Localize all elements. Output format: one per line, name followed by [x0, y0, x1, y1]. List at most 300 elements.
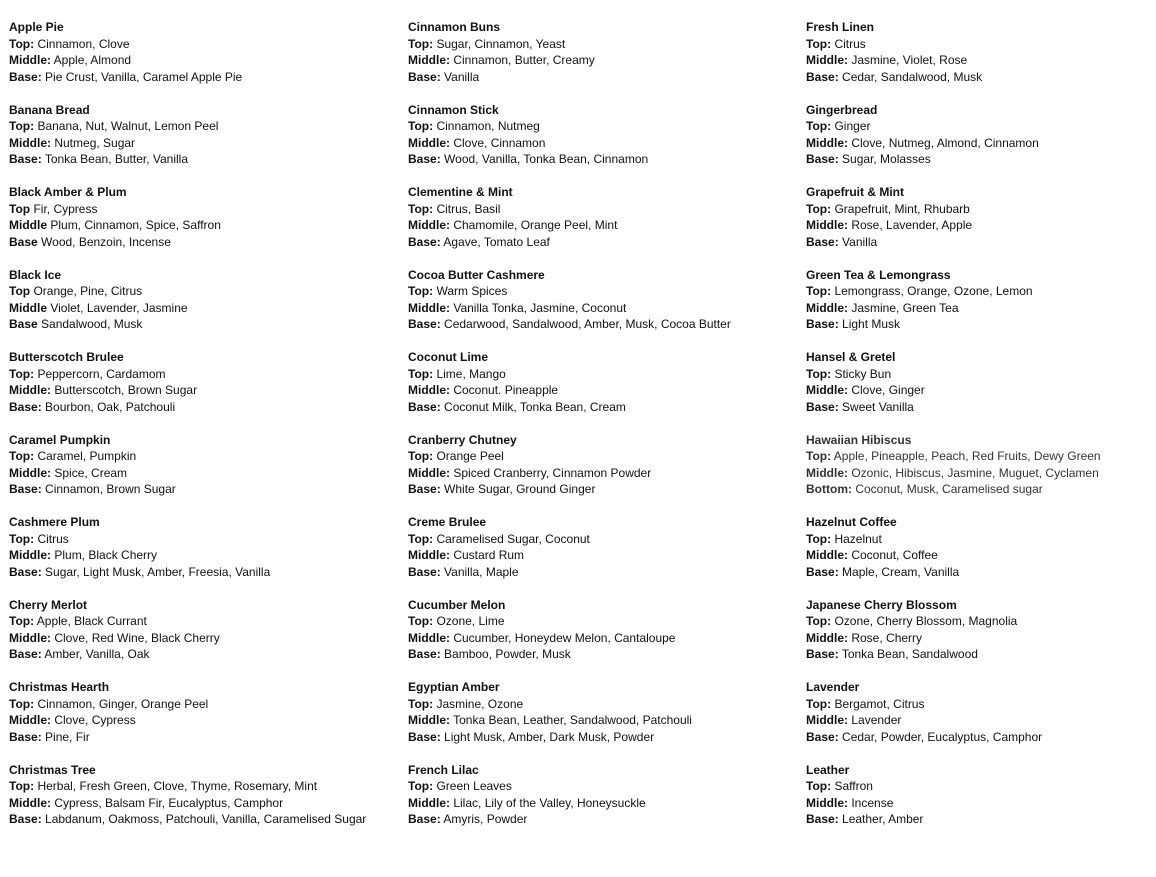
- base-notes-label: Base:: [408, 482, 441, 496]
- middle-notes-label: Middle:: [9, 713, 51, 727]
- scent-entry-christmas-hearth: [9, 679, 369, 745]
- scent-name: Fresh Linen: [806, 20, 875, 34]
- base-notes: [806, 69, 1151, 86]
- scent-name: Christmas Tree: [9, 762, 96, 777]
- top-notes-value: Hazelnut: [834, 531, 882, 546]
- middle-notes-value: Lavender: [851, 713, 902, 727]
- middle-notes-label: Middle:: [806, 795, 848, 810]
- top-notes: [9, 696, 369, 713]
- base-notes-value: Pine, Fir: [45, 729, 90, 744]
- top-notes: [408, 448, 778, 465]
- middle-notes: [408, 795, 778, 812]
- top-notes-label: Top:: [9, 696, 35, 711]
- base-notes-label: Base:: [408, 812, 441, 826]
- top-notes-label: Top:: [9, 36, 35, 51]
- middle-notes-label: Middle:: [9, 795, 51, 810]
- middle-notes-value: Spiced Cranberry, Cinnamon Powder: [453, 465, 652, 480]
- scent-name: Apple Pie: [9, 20, 64, 34]
- middle-notes-value: Vanilla Tonka, Jasmine, Coconut: [453, 300, 627, 315]
- base-notes-value: Leather, Amber: [842, 812, 924, 826]
- scent-entry-gingerbread: [806, 102, 1151, 168]
- middle-notes: [9, 300, 369, 317]
- top-notes-value: Bergamot, Citrus: [834, 696, 925, 711]
- middle-notes-label: Middle:: [408, 218, 450, 232]
- top-notes-label: Top: [9, 284, 31, 298]
- base-notes-label: Base:: [806, 812, 839, 826]
- scent-name: Cucumber Melon: [408, 597, 506, 612]
- scent-entry-fresh-linen: [806, 19, 1151, 85]
- top-notes-label: Top:: [408, 779, 434, 793]
- base-notes: [9, 151, 369, 168]
- scent-entry-coconut-lime: [408, 349, 778, 415]
- base-notes-label: Base: [9, 234, 38, 249]
- base-notes-label: Base:: [9, 812, 42, 826]
- middle-notes: [408, 712, 778, 729]
- base-notes: [9, 316, 369, 333]
- middle-notes-value: Clove, Nutmeg, Almond, Cinnamon: [851, 135, 1039, 150]
- middle-notes-value: Clove, Red Wine, Black Cherry: [54, 630, 220, 645]
- scent-name: Cinnamon Stick: [408, 102, 499, 117]
- base-notes-value: Wood, Benzoin, Incense: [41, 234, 171, 249]
- base-notes-value: Cedarwood, Sandalwood, Amber, Musk, Cocoa Butter: [444, 317, 731, 331]
- top-notes-label: Top:: [408, 614, 434, 628]
- base-notes-value: Tonka Bean, Sandalwood: [841, 647, 978, 661]
- base-notes: [806, 564, 1151, 581]
- middle-notes: [408, 135, 778, 152]
- base-notes: [806, 729, 1151, 746]
- middle-notes-value: Cypress, Balsam Fir, Eucalyptus, Camphor: [54, 795, 284, 810]
- base-notes: [408, 646, 778, 663]
- base-notes-value: Maple, Cream, Vanilla: [842, 564, 960, 579]
- scent-entry-hansel-and-gretel: [806, 349, 1151, 415]
- top-notes-label: Top: [9, 201, 31, 216]
- base-notes-value: Sugar, Molasses: [842, 152, 931, 166]
- middle-notes-value: Rose, Cherry: [851, 630, 923, 645]
- scent-name: French Lilac: [408, 762, 479, 777]
- base-notes-value: Vanilla: [842, 234, 878, 249]
- base-notes-label: Base:: [408, 564, 441, 579]
- middle-notes-value: Violet, Lavender, Jasmine: [50, 300, 188, 315]
- top-notes: [806, 36, 1151, 53]
- top-notes-label: Top:: [806, 284, 832, 298]
- top-notes: [408, 283, 778, 300]
- middle-notes-label: Middle:: [9, 135, 51, 150]
- middle-notes: [9, 630, 369, 647]
- base-notes-value: Cedar, Sandalwood, Musk: [842, 69, 983, 84]
- base-notes-value: Sugar, Light Musk, Amber, Freesia, Vanilla: [45, 564, 271, 579]
- scent-name: Hansel & Gretel: [806, 350, 896, 364]
- scent-entry-caramel-pumpkin: [9, 432, 369, 498]
- base-notes-label: Base:: [9, 564, 42, 579]
- middle-notes-label: Middle:: [408, 548, 450, 562]
- middle-notes-value: Cinnamon, Butter, Creamy: [453, 53, 595, 67]
- scent-entry-banana-bread: [9, 102, 369, 168]
- middle-notes-label: Middle:: [9, 548, 51, 562]
- scent-name: Clementine & Mint: [408, 185, 513, 199]
- scent-name: Coconut Lime: [408, 350, 488, 364]
- top-notes-value: Cinnamon, Ginger, Orange Peel: [37, 696, 209, 711]
- base-notes-value: Tonka Bean, Butter, Vanilla: [44, 152, 189, 166]
- scent-name: Banana Bread: [9, 102, 90, 117]
- middle-notes: [806, 300, 1151, 317]
- base-notes-label: Base:: [408, 69, 441, 84]
- base-notes-value: Agave, Tomato Leaf: [443, 234, 550, 249]
- middle-notes-label: Middle:: [408, 135, 450, 150]
- top-notes: [806, 118, 1151, 135]
- top-notes-value: Orange Peel: [436, 449, 504, 463]
- base-notes-label: Bottom:: [806, 482, 852, 496]
- top-notes-label: Top:: [408, 449, 434, 463]
- top-notes-value: Apple, Black Currant: [36, 614, 147, 628]
- scent-entry-black-amber-and-plum: [9, 184, 369, 250]
- middle-notes-label: Middle: [9, 300, 47, 315]
- middle-notes: [9, 382, 369, 399]
- top-notes-value: Jasmine, Ozone: [436, 696, 524, 711]
- top-notes-value: Cinnamon, Clove: [37, 36, 130, 51]
- base-notes-label: Base: [9, 317, 38, 331]
- top-notes: [9, 448, 369, 465]
- base-notes-label: Base:: [806, 317, 839, 331]
- base-notes-value: Coconut, Musk, Caramelised sugar: [855, 482, 1043, 496]
- base-notes: [9, 729, 369, 746]
- base-notes: [806, 481, 1151, 498]
- top-notes-value: Peppercorn, Cardamom: [37, 366, 166, 381]
- base-notes: [9, 564, 369, 581]
- base-notes-value: Sweet Vanilla: [842, 399, 914, 414]
- middle-notes-label: Middle:: [806, 630, 848, 645]
- middle-notes: [806, 52, 1151, 69]
- top-notes-value: Ozone, Lime: [436, 614, 505, 628]
- top-notes-label: Top:: [806, 614, 832, 628]
- top-notes: [9, 531, 369, 548]
- middle-notes: [806, 135, 1151, 152]
- base-notes: [408, 69, 778, 86]
- top-notes-label: Top:: [9, 119, 35, 133]
- middle-notes-value: Incense: [851, 795, 894, 810]
- middle-notes: [9, 465, 369, 482]
- base-notes-value: White Sugar, Ground Ginger: [444, 482, 596, 496]
- middle-notes-label: Middle:: [806, 135, 848, 150]
- middle-notes-value: Jasmine, Violet, Rose: [851, 53, 968, 67]
- top-notes: [9, 283, 369, 300]
- scent-entry-grapefruit-and-mint: [806, 184, 1151, 250]
- base-notes-label: Base:: [806, 647, 839, 661]
- base-notes: [408, 564, 778, 581]
- top-notes-value: Banana, Nut, Walnut, Lemon Peel: [37, 119, 219, 133]
- top-notes: [9, 366, 369, 383]
- scent-entry-cocoa-butter-cashmere: [408, 267, 778, 333]
- base-notes-value: Bourbon, Oak, Patchouli: [45, 399, 176, 414]
- top-notes-value: Grapefruit, Mint, Rhubarb: [834, 201, 970, 216]
- middle-notes-label: Middle:: [806, 548, 848, 562]
- top-notes-value: Orange, Pine, Citrus: [33, 284, 143, 298]
- base-notes-label: Base:: [806, 564, 839, 579]
- top-notes: [408, 531, 778, 548]
- base-notes-value: Pie Crust, Vanilla, Caramel Apple Pie: [45, 69, 243, 84]
- base-notes-label: Base:: [408, 234, 441, 249]
- top-notes-label: Top:: [806, 696, 832, 711]
- scent-name: Hawaiian Hibiscus: [806, 432, 912, 447]
- middle-notes-value: Nutmeg, Sugar: [54, 135, 136, 150]
- scent-entry-clementine-and-mint: [408, 184, 778, 250]
- top-notes-value: Green Leaves: [436, 779, 512, 793]
- top-notes-value: Lime, Mango: [436, 366, 506, 381]
- middle-notes-label: Middle:: [9, 465, 51, 480]
- top-notes: [806, 201, 1151, 218]
- scent-name: Green Tea & Lemongrass: [806, 267, 951, 282]
- scent-entry-cinnamon-buns: [408, 19, 778, 85]
- base-notes: [408, 316, 778, 333]
- scent-name: Cinnamon Buns: [408, 20, 500, 34]
- top-notes: [408, 696, 778, 713]
- middle-notes-label: Middle:: [408, 465, 450, 480]
- top-notes: [806, 448, 1151, 465]
- middle-notes: [9, 712, 369, 729]
- scent-name: Grapefruit & Mint: [806, 185, 904, 199]
- base-notes-label: Base:: [9, 152, 42, 166]
- base-notes-label: Base:: [806, 729, 839, 744]
- top-notes-value: Ozone, Cherry Blossom, Magnolia: [834, 614, 1018, 628]
- top-notes: [9, 36, 369, 53]
- middle-notes: [9, 547, 369, 564]
- top-notes: [806, 366, 1151, 383]
- base-notes-label: Base:: [806, 234, 839, 249]
- scent-name: Gingerbread: [806, 102, 878, 117]
- middle-notes-value: Rose, Lavender, Apple: [851, 218, 973, 232]
- top-notes-value: Ginger: [834, 119, 871, 133]
- base-notes-value: Cedar, Powder, Eucalyptus, Camphor: [842, 729, 1043, 744]
- scent-name: Cherry Merlot: [9, 597, 88, 612]
- scent-name: Creme Brulee: [408, 515, 487, 529]
- base-notes-value: Vanilla, Maple: [444, 564, 519, 579]
- middle-notes-label: Middle:: [806, 383, 848, 397]
- top-notes-label: Top:: [806, 449, 832, 463]
- top-notes: [408, 36, 778, 53]
- top-notes: [9, 201, 369, 218]
- top-notes-value: Warm Spices: [436, 284, 508, 298]
- middle-notes-value: Plum, Cinnamon, Spice, Saffron: [50, 218, 221, 232]
- middle-notes: [9, 52, 369, 69]
- middle-notes-label: Middle:: [408, 383, 450, 397]
- base-notes: [806, 646, 1151, 663]
- middle-notes-label: Middle:: [9, 383, 51, 397]
- scent-name: Hazelnut Coffee: [806, 515, 897, 529]
- top-notes: [9, 613, 369, 630]
- base-notes: [9, 234, 369, 251]
- middle-notes-value: Coconut. Pineapple: [453, 383, 559, 397]
- top-notes: [806, 613, 1151, 630]
- base-notes-value: Vanilla: [444, 69, 480, 84]
- scent-name: Leather: [806, 762, 850, 777]
- top-notes-label: Top:: [9, 449, 35, 463]
- column-1: [9, 19, 369, 844]
- base-notes: [806, 151, 1151, 168]
- base-notes: [9, 69, 369, 86]
- scent-name: Black Ice: [9, 267, 62, 282]
- base-notes-value: Wood, Vanilla, Tonka Bean, Cinnamon: [444, 152, 649, 166]
- middle-notes: [408, 465, 778, 482]
- middle-notes-value: Cucumber, Honeydew Melon, Cantaloupe: [453, 630, 676, 645]
- scent-entry-creme-brulee: [408, 514, 778, 580]
- scent-entry-cashmere-plum: [9, 514, 369, 580]
- top-notes-value: Citrus: [37, 531, 69, 546]
- base-notes: [806, 234, 1151, 251]
- middle-notes-label: Middle:: [806, 300, 848, 315]
- middle-notes-value: Custard Rum: [453, 548, 525, 562]
- top-notes: [408, 201, 778, 218]
- base-notes-value: Labdanum, Oakmoss, Patchouli, Vanilla, Caramelised Sugar: [45, 812, 367, 826]
- middle-notes: [806, 630, 1151, 647]
- middle-notes-value: Lilac, Lily of the Valley, Honeysuckle: [453, 795, 646, 810]
- top-notes-label: Top:: [9, 614, 35, 628]
- base-notes-label: Base:: [9, 399, 42, 414]
- top-notes-label: Top:: [806, 119, 832, 133]
- scent-entry-egyptian-amber: [408, 679, 778, 745]
- top-notes-label: Top:: [9, 366, 35, 381]
- middle-notes-value: Coconut, Coffee: [851, 548, 938, 562]
- top-notes-value: Sugar, Cinnamon, Yeast: [436, 36, 566, 51]
- top-notes: [9, 118, 369, 135]
- middle-notes: [408, 52, 778, 69]
- middle-notes: [806, 465, 1151, 482]
- base-notes: [408, 399, 778, 416]
- scent-name: Caramel Pumpkin: [9, 432, 111, 447]
- scent-entry-christmas-tree: [9, 762, 369, 828]
- scent-entry-cinnamon-stick: [408, 102, 778, 168]
- top-notes-label: Top:: [408, 696, 434, 711]
- base-notes: [408, 481, 778, 498]
- middle-notes: [9, 217, 369, 234]
- middle-notes: [408, 217, 778, 234]
- top-notes-label: Top:: [806, 366, 832, 381]
- base-notes-label: Base:: [408, 729, 441, 744]
- top-notes-label: Top:: [806, 531, 832, 546]
- scent-entry-cherry-merlot: [9, 597, 369, 663]
- middle-notes: [806, 712, 1151, 729]
- base-notes: [806, 316, 1151, 333]
- scent-name: Christmas Hearth: [9, 680, 110, 694]
- base-notes-value: Coconut Milk, Tonka Bean, Cream: [444, 399, 626, 414]
- base-notes: [9, 481, 369, 498]
- column-2: [408, 19, 778, 844]
- base-notes-value: Cinnamon, Brown Sugar: [45, 482, 176, 496]
- base-notes-label: Base:: [806, 152, 839, 166]
- middle-notes-label: Middle:: [408, 795, 450, 810]
- scent-name: Japanese Cherry Blossom: [806, 597, 957, 612]
- scent-name: Lavender: [806, 680, 860, 694]
- top-notes-label: Top:: [806, 36, 832, 51]
- middle-notes: [806, 547, 1151, 564]
- base-notes-label: Base:: [9, 482, 42, 496]
- middle-notes-value: Spice, Cream: [54, 465, 128, 480]
- scent-entry-japanese-cherry-blossom: [806, 597, 1151, 663]
- middle-notes-label: Middle:: [408, 53, 450, 67]
- middle-notes: [9, 795, 369, 812]
- base-notes-label: Base:: [9, 69, 42, 84]
- scent-entry-french-lilac: [408, 762, 778, 828]
- scent-name: Butterscotch Brulee: [9, 350, 124, 364]
- scent-entry-hazelnut-coffee: [806, 514, 1151, 580]
- top-notes-value: Caramel, Pumpkin: [37, 449, 137, 463]
- base-notes-label: Base:: [806, 69, 839, 84]
- top-notes-value: Saffron: [834, 779, 873, 793]
- middle-notes-label: Middle:: [408, 300, 450, 315]
- base-notes-label: Base:: [408, 152, 441, 166]
- base-notes-value: Light Musk, Amber, Dark Musk, Powder: [444, 729, 655, 744]
- top-notes-label: Top:: [806, 779, 832, 793]
- middle-notes-value: Clove, Ginger: [851, 383, 925, 397]
- scent-name: Egyptian Amber: [408, 680, 500, 694]
- top-notes-value: Sticky Bun: [834, 366, 892, 381]
- middle-notes-value: Clove, Cypress: [54, 713, 136, 727]
- middle-notes-label: Middle:: [806, 218, 848, 232]
- base-notes: [806, 399, 1151, 416]
- scent-entry-lavender: [806, 679, 1151, 745]
- middle-notes-label: Middle:: [408, 630, 450, 645]
- middle-notes-value: Butterscotch, Brown Sugar: [54, 383, 198, 397]
- top-notes: [806, 531, 1151, 548]
- middle-notes: [408, 547, 778, 564]
- top-notes-label: Top:: [9, 531, 35, 546]
- top-notes: [408, 613, 778, 630]
- base-notes: [408, 811, 778, 828]
- middle-notes-value: Ozonic, Hibiscus, Jasmine, Muguet, Cyclamen: [851, 465, 1099, 480]
- top-notes-label: Top:: [408, 119, 434, 133]
- column-3: [806, 19, 1151, 844]
- middle-notes: [408, 300, 778, 317]
- base-notes-value: Light Musk: [842, 317, 901, 331]
- base-notes-label: Base:: [408, 399, 441, 414]
- base-notes: [408, 151, 778, 168]
- middle-notes-label: Middle:: [9, 53, 51, 67]
- top-notes-value: Fir, Cypress: [33, 201, 98, 216]
- top-notes-value: Citrus, Basil: [436, 201, 501, 216]
- top-notes-label: Top:: [408, 284, 434, 298]
- top-notes-label: Top:: [408, 366, 434, 381]
- top-notes-value: Caramelised Sugar, Coconut: [436, 531, 590, 546]
- base-notes-label: Base:: [9, 729, 42, 744]
- base-notes-label: Base:: [806, 399, 839, 414]
- base-notes-label: Base:: [9, 647, 42, 661]
- base-notes-label: Base:: [408, 647, 441, 661]
- middle-notes-label: Middle: [9, 218, 47, 232]
- base-notes-value: Sandalwood, Musk: [41, 317, 143, 331]
- middle-notes-value: Jasmine, Green Tea: [851, 300, 959, 315]
- scent-entry-leather: [806, 762, 1151, 828]
- scent-entry-black-ice: [9, 267, 369, 333]
- top-notes: [9, 778, 369, 795]
- base-notes: [408, 729, 778, 746]
- top-notes: [806, 283, 1151, 300]
- base-notes: [9, 646, 369, 663]
- middle-notes-value: Tonka Bean, Leather, Sandalwood, Patchouli: [453, 713, 692, 727]
- middle-notes: [9, 135, 369, 152]
- top-notes: [408, 366, 778, 383]
- top-notes-label: Top:: [408, 201, 434, 216]
- middle-notes: [806, 795, 1151, 812]
- base-notes: [408, 234, 778, 251]
- middle-notes-label: Middle:: [408, 713, 450, 727]
- base-notes: [9, 399, 369, 416]
- middle-notes-label: Middle:: [9, 630, 51, 645]
- base-notes-label: Base:: [408, 317, 441, 331]
- middle-notes-value: Clove, Cinnamon: [453, 135, 546, 150]
- scent-name: Black Amber & Plum: [9, 185, 127, 199]
- top-notes-label: Top:: [408, 36, 434, 51]
- middle-notes: [806, 217, 1151, 234]
- scent-entry-cranberry-chutney: [408, 432, 778, 498]
- scent-entry-cucumber-melon: [408, 597, 778, 663]
